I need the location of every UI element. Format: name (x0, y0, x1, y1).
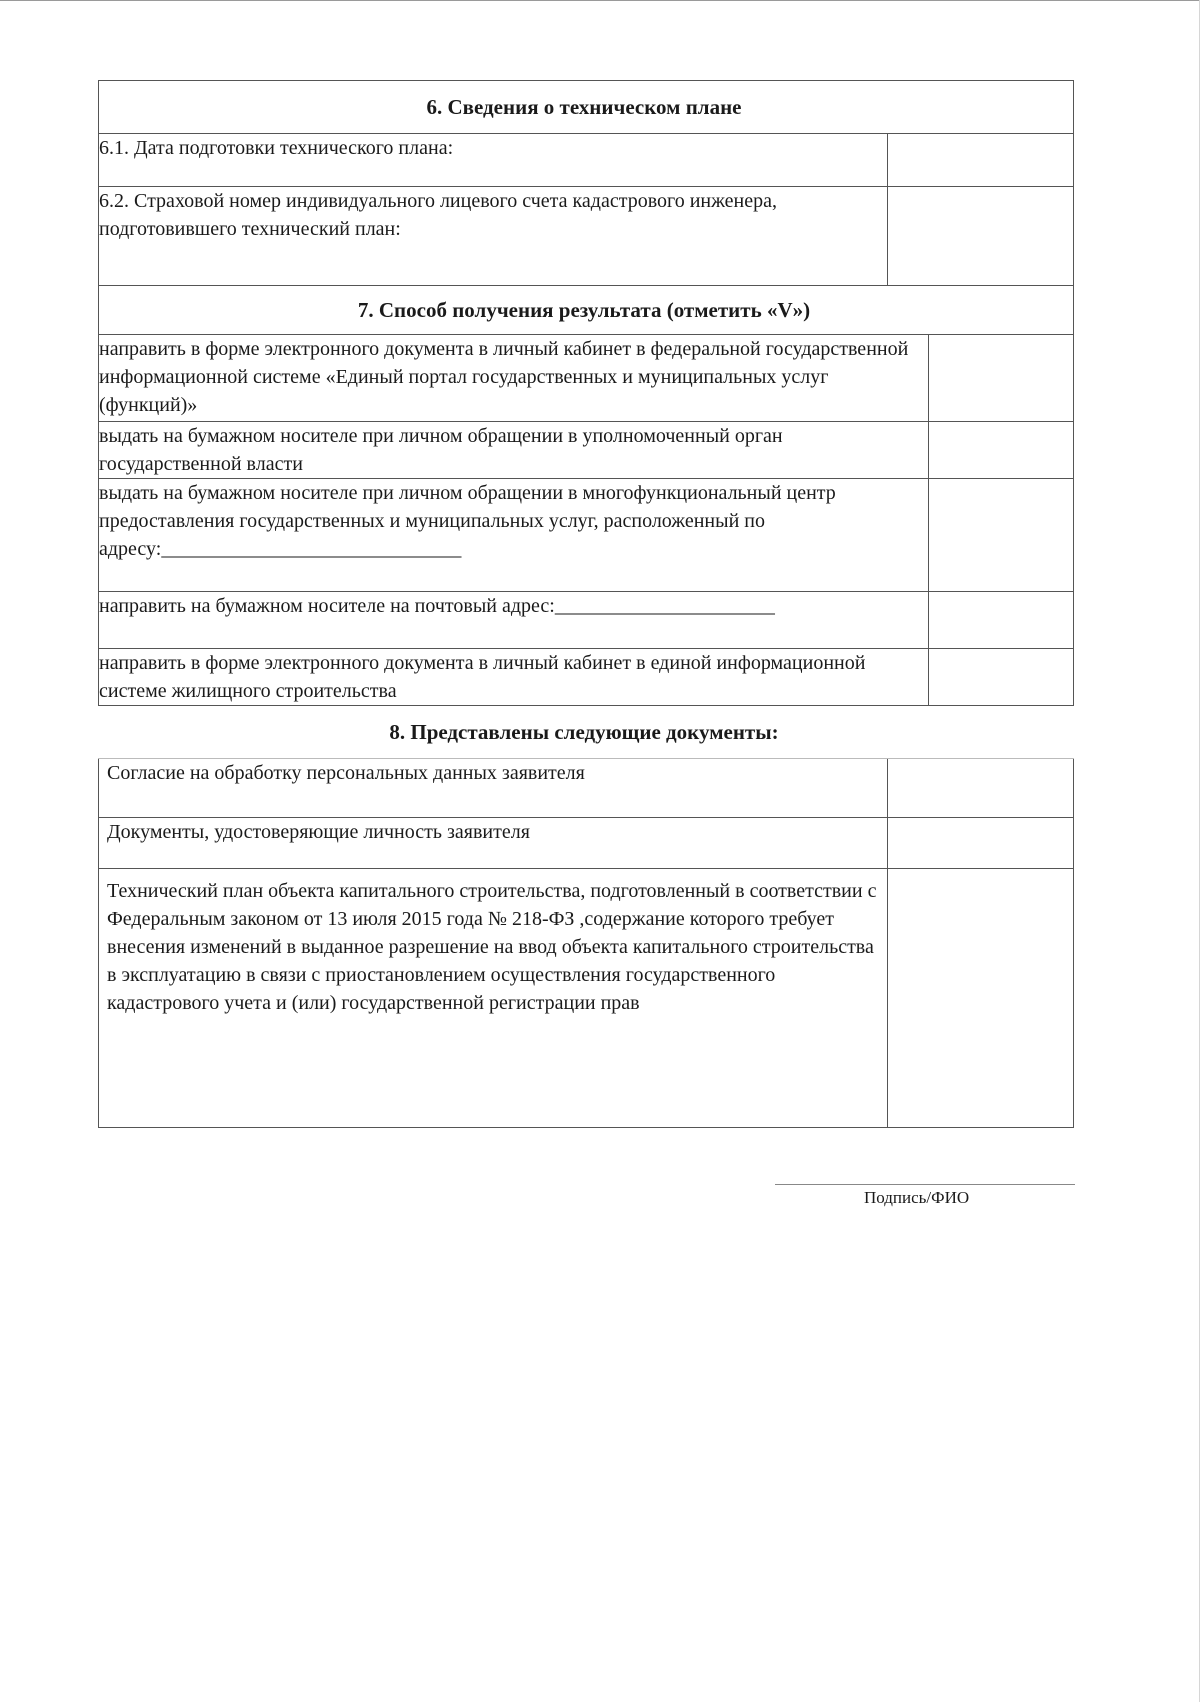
section7-title: 7. Способ получения результата (отметить «V») (99, 286, 1074, 335)
section7-row-eisgs (99, 649, 1074, 706)
result-method-post-checkbox[interactable] (929, 592, 1074, 649)
doc-identity-field[interactable] (887, 818, 1073, 869)
result-method-post-label: направить на бумажном носителе на почтовый адрес:______________________ (99, 592, 929, 649)
result-method-mfc-label: выдать на бумажном носителе при личном обращении в многофункциональный центр предоставления государственных и муниципальных услуг, расположенный по адресу:______________________________ (99, 479, 929, 592)
doc-techplan-label: Технический план объекта капитального строительства, подготовленный в соответствии с Федеральным законом от 13 июля 2015 года № 218-ФЗ ,содержание которого требует внесения изменений в выданное разрешение на ввод объекта капитального строительства в эксплуатацию в связи с приостановлением осуществления государственного кадастрового учета и (или) государственной регистрации прав (99, 869, 888, 1128)
doc-consent-label: Согласие на обработку персональных данных заявителя (99, 759, 888, 818)
application-form-table (98, 80, 1074, 1128)
doc-consent-field[interactable] (887, 759, 1073, 818)
section7-row-authority (99, 422, 1074, 479)
result-method-eisgs-label: направить в форме электронного документа в личный кабинет в единой информационной системе жилищного строительства (99, 649, 929, 706)
plan-date-field[interactable] (887, 134, 1073, 187)
section7-header-row (99, 286, 1074, 335)
section8-row-identity (99, 818, 1074, 869)
section8-header-row (99, 706, 1074, 759)
result-method-epgu-label: направить в форме электронного документа в личный кабинет в федеральной государственной информационной системе «Единый портал государственных и муниципальных услуг (функций)» (99, 335, 929, 422)
signature-line[interactable] (775, 1184, 1075, 1185)
doc-techplan-field[interactable] (887, 869, 1073, 1128)
engineer-snils-field[interactable] (887, 187, 1073, 286)
section7-row-post (99, 592, 1074, 649)
result-method-epgu-checkbox[interactable] (929, 335, 1074, 422)
section6-row-date (99, 134, 1074, 187)
section8-row-consent (99, 759, 1074, 818)
section8-row-techplan (99, 869, 1074, 1128)
result-method-mfc-checkbox[interactable] (929, 479, 1074, 592)
plan-date-label: 6.1. Дата подготовки технического плана: (99, 134, 888, 187)
result-method-authority-checkbox[interactable] (929, 422, 1074, 479)
page-top-rule (0, 0, 1200, 1)
section6-row-snils (99, 187, 1074, 286)
section7-row-epgu (99, 335, 1074, 422)
section6-header-row (99, 81, 1074, 134)
engineer-snils-label: 6.2. Страховой номер индивидуального лицевого счета кадастрового инженера, подготовившего технический план: (99, 187, 888, 286)
section8-title: 8. Представлены следующие документы: (99, 706, 1074, 759)
result-method-eisgs-checkbox[interactable] (929, 649, 1074, 706)
doc-identity-label: Документы, удостоверяющие личность заявителя (99, 818, 888, 869)
section6-title: 6. Сведения о техническом плане (99, 81, 1074, 134)
signature-label: Подпись/ФИО (864, 1188, 970, 1207)
section7-row-mfc (99, 479, 1074, 592)
result-method-authority-label: выдать на бумажном носителе при личном обращении в уполномоченный орган государственной власти (99, 422, 929, 479)
